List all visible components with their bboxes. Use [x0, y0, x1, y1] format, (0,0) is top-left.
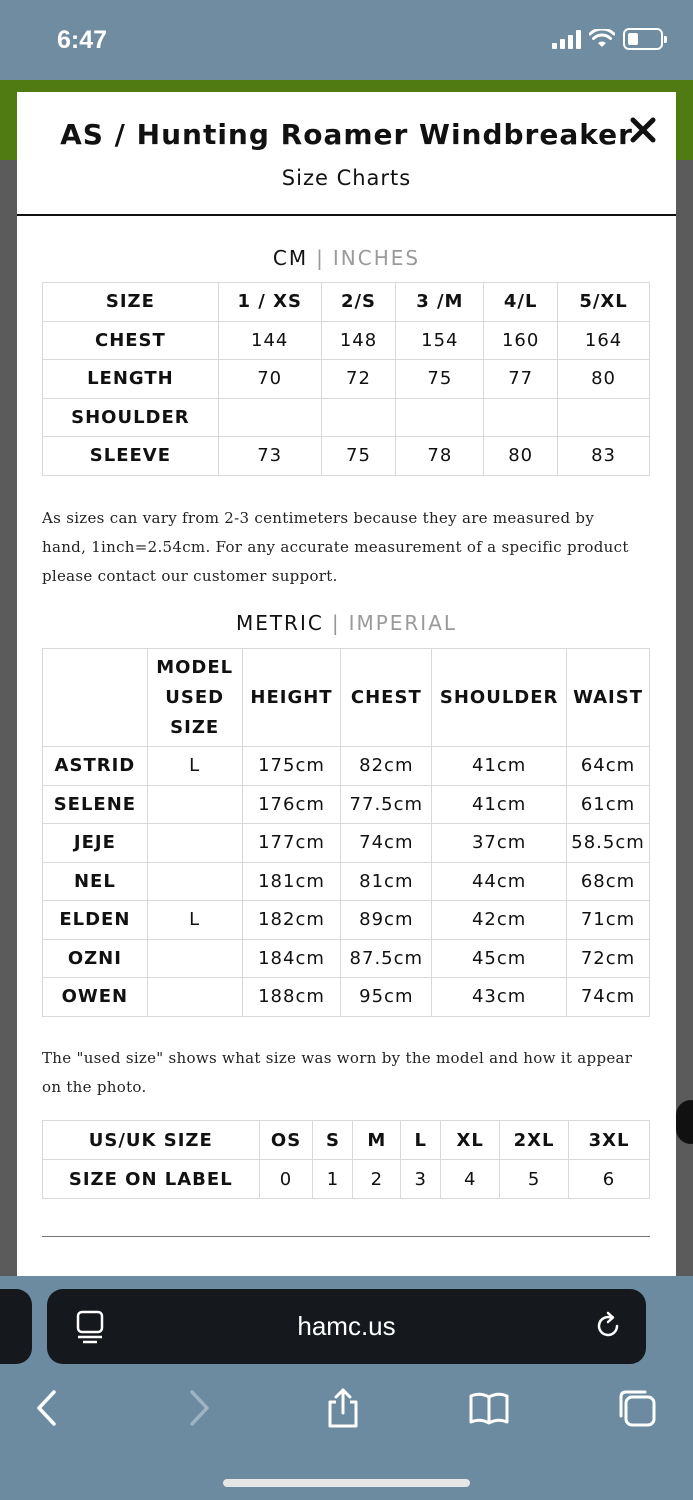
table-cell: 3 [401, 1160, 441, 1199]
model-name: OZNI [43, 939, 148, 978]
table-cell: 64cm [567, 747, 650, 786]
table-cell [558, 398, 650, 437]
table-cell: 72cm [567, 939, 650, 978]
modal-title: AS / Hunting Roamer Windbreaker [60, 118, 633, 151]
table-cell [484, 398, 558, 437]
row-label: SHOULDER [43, 398, 219, 437]
modal-subtitle: Size Charts [281, 166, 412, 190]
status-icons [552, 28, 663, 50]
model-unit-toggle [17, 611, 676, 635]
table-cell: 3XL [569, 1121, 650, 1160]
unit-separator: | [331, 611, 341, 635]
header-cell [43, 649, 148, 747]
table-header-row [43, 649, 650, 747]
share-icon[interactable] [321, 1386, 365, 1430]
table-cell [147, 978, 242, 1017]
header-cell: MODEL USED SIZE [147, 649, 242, 747]
table-cell: 78 [396, 437, 484, 476]
table-row [43, 360, 650, 399]
table-cell: 75 [321, 437, 396, 476]
table-cell: 44cm [432, 862, 567, 901]
table-cell: OS [259, 1121, 313, 1160]
url-text: hamc.us [297, 1311, 396, 1341]
header-cell: 1 / XS [218, 283, 321, 322]
unit-inches-tab[interactable]: INCHES [332, 246, 421, 270]
home-indicator [223, 1479, 470, 1487]
header-cell: 4/L [484, 283, 558, 322]
table-cell: 71cm [567, 901, 650, 940]
header-cell: SHOULDER [432, 649, 567, 747]
wifi-icon [589, 29, 615, 49]
side-floating-button[interactable] [676, 1100, 693, 1144]
table-cell: L [147, 747, 242, 786]
unit-metric-tab[interactable]: METRIC [235, 611, 324, 635]
table-header-row [43, 283, 650, 322]
table-cell: 95cm [341, 978, 432, 1017]
header-cell: HEIGHT [242, 649, 341, 747]
table-cell: 181cm [242, 862, 341, 901]
battery-icon [623, 28, 663, 50]
table-cell [218, 398, 321, 437]
table-cell: S [313, 1121, 353, 1160]
table-cell: 2XL [500, 1121, 569, 1160]
status-bar [0, 0, 693, 80]
table-cell: 45cm [432, 939, 567, 978]
table-cell [147, 939, 242, 978]
table-cell: 74cm [341, 824, 432, 863]
table-cell [321, 398, 396, 437]
modal-header [17, 92, 676, 216]
table-cell: 37cm [432, 824, 567, 863]
header-cell: CHEST [341, 649, 432, 747]
table-cell: 83 [558, 437, 650, 476]
table-cell: 176cm [242, 785, 341, 824]
table-row [43, 437, 650, 476]
table-cell: 4 [441, 1160, 500, 1199]
table-cell: 184cm [242, 939, 341, 978]
table-cell: 58.5cm [567, 824, 650, 863]
table-cell: 41cm [432, 785, 567, 824]
table-cell [147, 862, 242, 901]
size-chart-modal [17, 92, 676, 1277]
row-label: LENGTH [43, 360, 219, 399]
unit-imperial-tab[interactable]: IMPERIAL [348, 611, 458, 635]
row-label: SIZE ON LABEL [43, 1160, 260, 1199]
header-cell: SIZE [43, 283, 219, 322]
table-cell: 175cm [242, 747, 341, 786]
table-cell: 177cm [242, 824, 341, 863]
table-cell: L [147, 901, 242, 940]
table-cell: 61cm [567, 785, 650, 824]
unit-cm-tab[interactable]: CM [272, 246, 309, 270]
model-name: ASTRID [43, 747, 148, 786]
table-cell: XL [441, 1121, 500, 1160]
size-chart-table [42, 282, 650, 476]
table-cell: 41cm [432, 747, 567, 786]
size-unit-toggle [17, 246, 676, 270]
table-cell: 87.5cm [341, 939, 432, 978]
close-icon [630, 117, 656, 143]
reload-icon[interactable] [593, 1311, 623, 1341]
table-cell: 2 [353, 1160, 401, 1199]
table-cell: 43cm [432, 978, 567, 1017]
table-cell: L [401, 1121, 441, 1160]
divider [42, 1236, 650, 1237]
previous-tab-pill[interactable] [0, 1289, 32, 1364]
table-cell: 0 [259, 1160, 313, 1199]
row-label: SLEEVE [43, 437, 219, 476]
table-row [43, 785, 650, 824]
label-size-table [42, 1120, 650, 1199]
unit-separator: | [316, 246, 325, 270]
table-cell: 72 [321, 360, 396, 399]
table-row [43, 1160, 650, 1199]
model-name: NEL [43, 862, 148, 901]
table-cell: 77.5cm [341, 785, 432, 824]
all-tabs-icon[interactable] [615, 1386, 659, 1430]
table-row [43, 862, 650, 901]
table-cell: 74cm [567, 978, 650, 1017]
table-cell: M [353, 1121, 401, 1160]
table-row [43, 978, 650, 1017]
table-cell: 82cm [341, 747, 432, 786]
table-cell: 144 [218, 321, 321, 360]
table-row [43, 1121, 650, 1160]
back-icon[interactable] [26, 1386, 70, 1430]
forward-icon[interactable] [176, 1386, 220, 1430]
table-row [43, 747, 650, 786]
header-cell: 2/S [321, 283, 396, 322]
header-cell: 5/XL [558, 283, 650, 322]
table-row [43, 824, 650, 863]
table-cell [147, 785, 242, 824]
model-size-table [42, 648, 650, 1017]
table-cell: 77 [484, 360, 558, 399]
model-name: ELDEN [43, 901, 148, 940]
header-cell: 3 /M [396, 283, 484, 322]
model-name: OWEN [43, 978, 148, 1017]
table-cell: 75 [396, 360, 484, 399]
table-row [43, 321, 650, 360]
used-size-note: The "used size" shows what size was worn by the model and how it appear on the photo. [42, 1049, 633, 1096]
row-label: US/UK SIZE [43, 1121, 260, 1160]
table-cell: 80 [558, 360, 650, 399]
table-cell: 73 [218, 437, 321, 476]
table-cell: 1 [313, 1160, 353, 1199]
table-cell [396, 398, 484, 437]
table-row [43, 398, 650, 437]
table-cell: 5 [500, 1160, 569, 1199]
row-label: CHEST [43, 321, 219, 360]
table-cell: 70 [218, 360, 321, 399]
model-name: SELENE [43, 785, 148, 824]
table-cell: 148 [321, 321, 396, 360]
table-cell: 188cm [242, 978, 341, 1017]
table-row [43, 901, 650, 940]
header-cell: WAIST [567, 649, 650, 747]
table-cell: 81cm [341, 862, 432, 901]
table-cell: 89cm [341, 901, 432, 940]
table-cell: 80 [484, 437, 558, 476]
close-button[interactable] [625, 112, 661, 148]
table-cell: 154 [396, 321, 484, 360]
table-cell: 68cm [567, 862, 650, 901]
table-cell: 160 [484, 321, 558, 360]
table-cell [147, 824, 242, 863]
table-row [43, 939, 650, 978]
address-bar[interactable] [47, 1289, 646, 1364]
table-cell: 182cm [242, 901, 341, 940]
model-name: JEJE [43, 824, 148, 863]
table-cell: 6 [569, 1160, 650, 1199]
bookmarks-icon[interactable] [467, 1386, 511, 1430]
signal-icon [552, 29, 581, 49]
measurement-note: As sizes can vary from 2-3 centimeters because they are measured by hand, 1inch=2.54cm. For any accurate measurement of a specific product please contact our customer support. [42, 509, 629, 585]
table-cell: 164 [558, 321, 650, 360]
status-time: 6:47 [57, 26, 108, 54]
table-cell: 42cm [432, 901, 567, 940]
